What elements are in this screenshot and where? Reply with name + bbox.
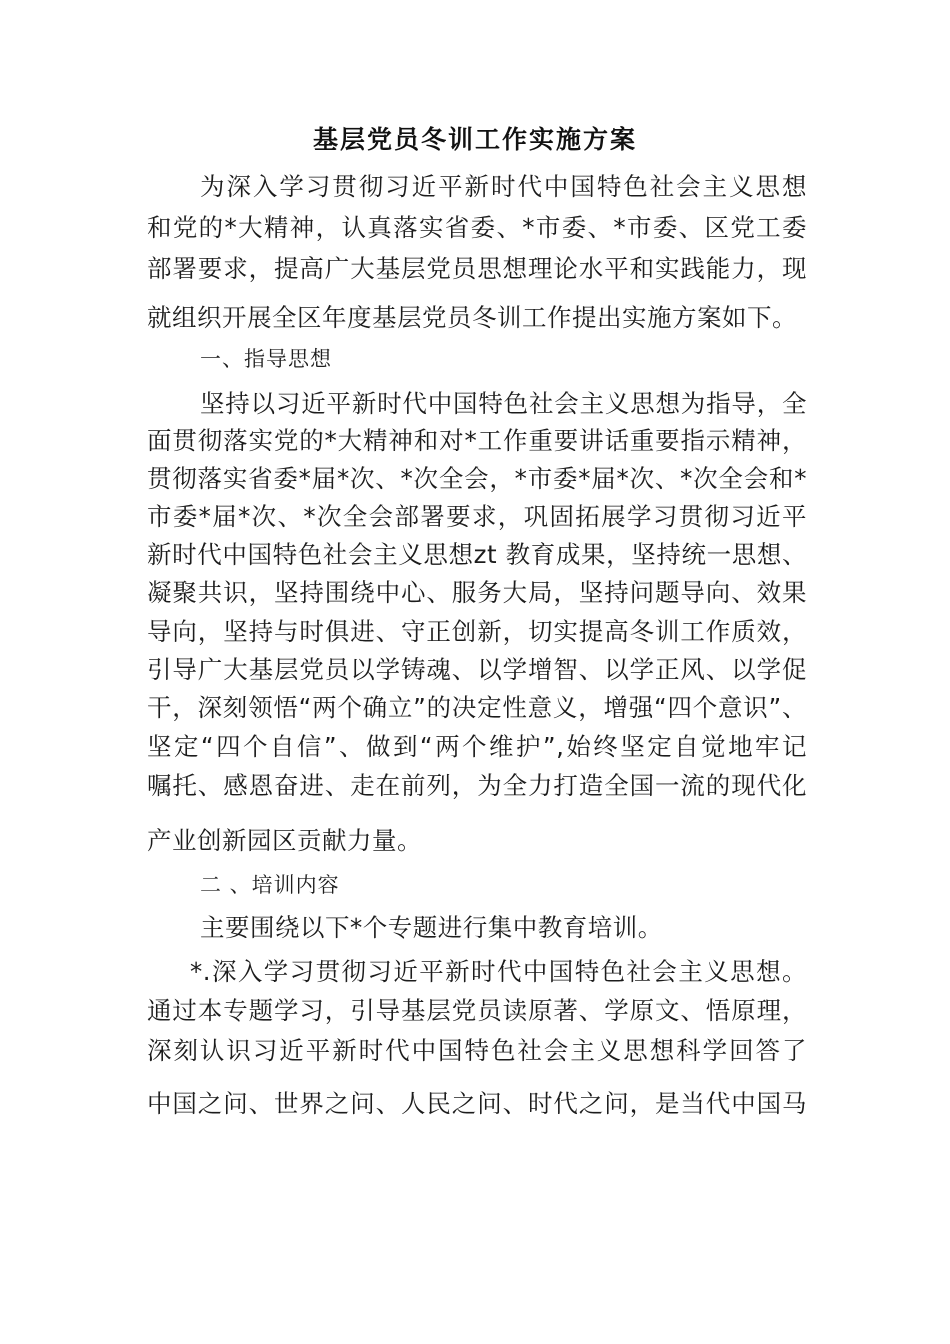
- section1-line-10: 坚定“四个自信”、做到“两个维护”,始终坚定自觉地牢记: [147, 732, 807, 761]
- topic1-line-2: 通过本专题学习，引导基层党员读原著、学原文、悟原理，: [147, 996, 807, 1025]
- intro-line-1: 为深入学习贯彻习近平新时代中国特色社会主义思想: [200, 172, 807, 201]
- section1-line-8: 引导广大基层党员以学铸魂、以学增智、以学正风、以学促: [147, 655, 807, 684]
- section1-line-6: 凝聚共识，坚持围绕中心、服务大局，坚持问题导向、效果: [147, 578, 807, 607]
- section-heading-guiding-thought: 一、指导思想: [200, 347, 332, 371]
- section2-intro: 主要围绕以下*个专题进行集中教育培训。: [200, 913, 663, 942]
- topic1-line-1: *.深入学习贯彻习近平新时代中国特色社会主义思想。: [190, 957, 807, 986]
- intro-line-4: 就组织开展全区年度基层党员冬训工作提出实施方案如下。: [147, 303, 797, 332]
- section1-line-7: 导向，坚持与时俱进、守正创新，切实提高冬训工作质效，: [147, 617, 807, 646]
- document-title: 基层党员冬训工作实施方案: [312, 125, 637, 154]
- section1-line-1: 坚持以习近平新时代中国特色社会主义思想为指导，全: [200, 389, 807, 418]
- topic1-line-4: 中国之问、世界之问、人民之问、时代之问，是当代中国马: [147, 1089, 807, 1118]
- section1-line-2: 面贯彻落实党的*大精神和对*工作重要讲话重要指示精神，: [147, 426, 807, 455]
- intro-line-2: 和党的*大精神，认真落实省委、*市委、*市委、区党工委: [147, 213, 807, 242]
- section1-line-9: 干，深刻领悟“两个确立”的决定性意义，增强“四个意识”、: [147, 693, 807, 722]
- section1-line-11: 嘱托、感恩奋进、走在前列，为全力打造全国一流的现代化: [147, 771, 807, 800]
- section1-line-12: 产业创新园区贡献力量。: [147, 826, 422, 855]
- intro-line-3: 部署要求，提高广大基层党员思想理论水平和实践能力，现: [147, 254, 807, 283]
- section-heading-training-content: 二 、培训内容: [200, 873, 340, 897]
- section1-line-3: 贯彻落实省委*届*次、*次全会，*市委*届*次、*次全会和*: [147, 464, 807, 493]
- topic1-line-3: 深刻认识习近平新时代中国特色社会主义思想科学回答了: [147, 1036, 807, 1065]
- section1-line-4: 市委*届*次、*次全会部署要求，巩固拓展学习贯彻习近平: [147, 502, 807, 531]
- section1-line-5: 新时代中国特色社会主义思想zt 教育成果，坚持统一思想、: [147, 540, 807, 569]
